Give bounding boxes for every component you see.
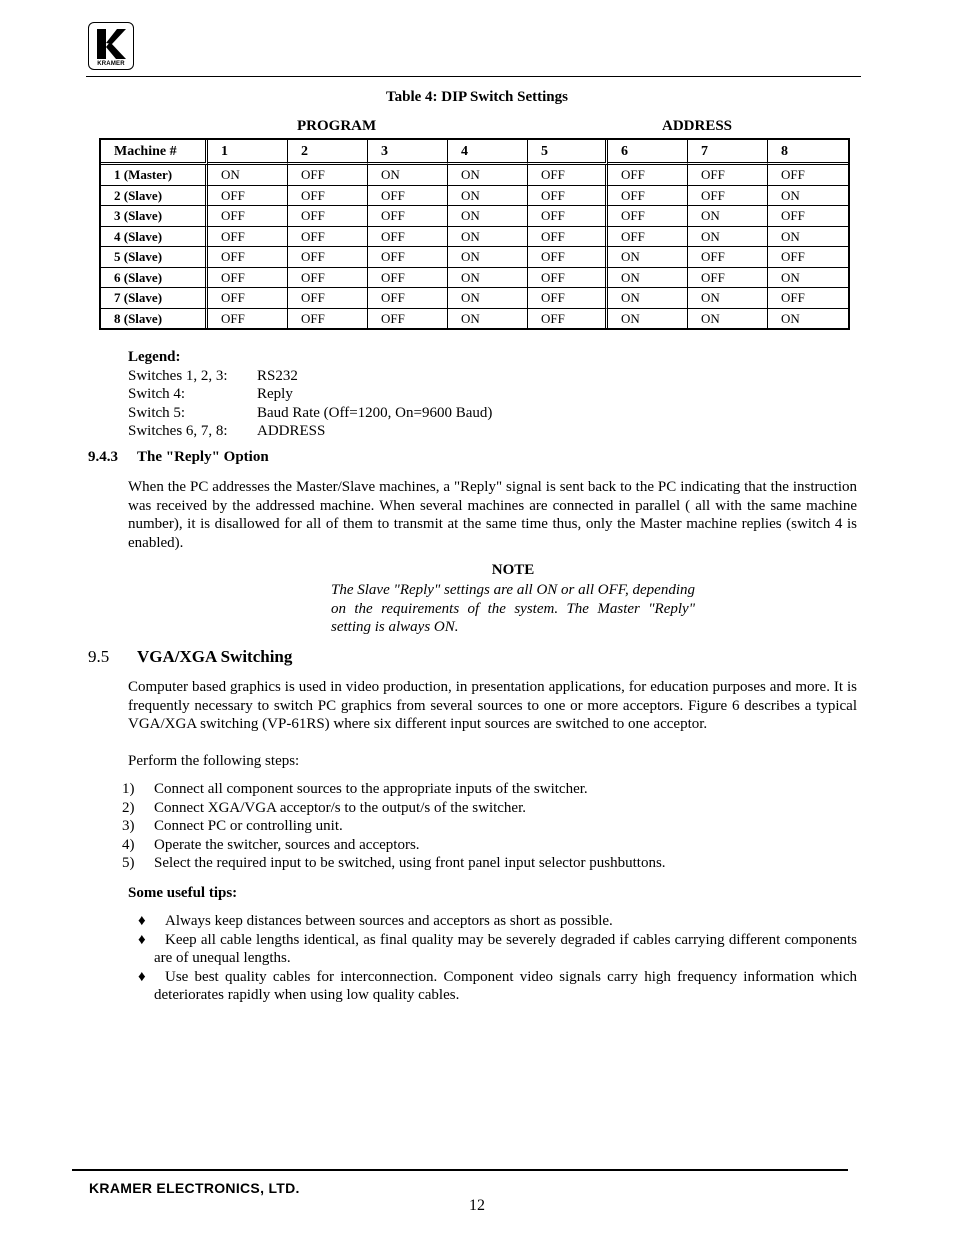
note-body: The Slave "Reply" settings are all ON or all OFF, depending on the requirements of the system. The Master "Reply" setting is always ON. xyxy=(331,582,695,635)
switch-cell: ON xyxy=(608,247,688,268)
vga-xga-paragraph: Computer based graphics is used in video production, in presentation applications, for education purposes and more. It is frequently necessary to switch PC graphics from several sources to one or more acceptors. Figure 6 describes a typical VGA/XGA switching (VP-61RS) where six different input sources are switched to one acceptor. xyxy=(128,679,857,732)
table-row xyxy=(101,309,848,329)
section-number: 9.5 xyxy=(88,647,110,666)
machine-cell: 6 (Slave) xyxy=(101,268,208,289)
switch-cell: OFF xyxy=(688,268,768,289)
step-text: Connect XGA/VGA acceptor/s to the output/s of the switcher. xyxy=(154,799,527,816)
switch-cell: OFF xyxy=(528,247,608,268)
switch-cell: ON xyxy=(768,186,848,207)
tip-text: Always keep distances between sources and acceptors as short as possible. xyxy=(165,913,613,929)
switch-cell: OFF xyxy=(368,247,448,268)
switch-cell: ON xyxy=(768,227,848,248)
switch-cell: ON xyxy=(448,186,528,207)
switch-cell: OFF xyxy=(208,288,288,309)
switch-cell: OFF xyxy=(208,309,288,329)
diamond-bullet-icon: ♦ xyxy=(138,968,146,985)
column-header: 1 xyxy=(208,140,288,165)
tips-heading: Some useful tips: xyxy=(128,885,238,901)
legend-key: Switches 1, 2, 3: xyxy=(128,367,228,384)
kramer-logo xyxy=(88,22,134,70)
switch-cell: OFF xyxy=(768,206,848,227)
switch-cell: OFF xyxy=(208,268,288,289)
machine-cell: 8 (Slave) xyxy=(101,309,208,329)
legend-item xyxy=(128,385,492,404)
note-title: NOTE xyxy=(491,562,535,578)
switch-cell: OFF xyxy=(288,247,368,268)
switch-cell: ON xyxy=(448,309,528,329)
switch-cell: OFF xyxy=(368,186,448,207)
tips-list xyxy=(138,912,857,1005)
switch-cell: OFF xyxy=(528,186,608,207)
column-header: Machine # xyxy=(101,140,208,165)
switch-cell: ON xyxy=(448,165,528,186)
switch-cell: ON xyxy=(448,288,528,309)
legend-value: Baud Rate (Off=1200, On=9600 Baud) xyxy=(257,404,493,421)
step-text: Connect PC or controlling unit. xyxy=(154,818,343,834)
reply-option-paragraph: When the PC addresses the Master/Slave machines, a "Reply" signal is sent back to the PC indicating that the instruction was received by the addressed machine. When several machines are connected in parallel ( all with the same machine number), it is disallowed for all of them to transmit at the same time thus, only the Master machine replies (switch 4 is enabled). xyxy=(128,479,857,551)
machine-cell: 2 (Slave) xyxy=(101,186,208,207)
switch-cell: OFF xyxy=(288,309,368,329)
machine-cell: 4 (Slave) xyxy=(101,227,208,248)
column-header: 3 xyxy=(368,140,448,165)
step-number: 5) xyxy=(122,855,135,871)
list-item xyxy=(138,968,857,1005)
list-item xyxy=(122,854,862,873)
section-95-heading xyxy=(88,647,292,667)
legend-heading: Legend: xyxy=(128,349,181,365)
column-header: 6 xyxy=(608,140,688,165)
switch-cell: OFF xyxy=(528,288,608,309)
table-row xyxy=(101,227,848,248)
switch-cell: OFF xyxy=(528,206,608,227)
switch-cell: ON xyxy=(781,310,800,326)
switch-cell: OFF xyxy=(768,165,848,186)
switch-cell: ON xyxy=(368,165,448,186)
switch-cell: OFF xyxy=(288,288,368,309)
legend-item xyxy=(128,367,492,386)
section-title: VGA/XGA Switching xyxy=(137,647,293,666)
switch-cell: OFF xyxy=(688,186,768,207)
steps-intro: Perform the following steps: xyxy=(128,753,300,769)
switch-cell: OFF xyxy=(368,268,448,289)
list-item xyxy=(122,799,862,818)
legend-key: Switch 5: xyxy=(128,404,186,421)
tip-text: Keep all cable lengths identical, as final quality may be severely degraded if cables carrying different components are of unequal lengths. xyxy=(154,931,857,966)
diamond-bullet-icon: ♦ xyxy=(138,931,146,948)
switch-cell: OFF xyxy=(608,186,688,207)
switch-cell: OFF xyxy=(528,309,608,329)
switch-cell: OFF xyxy=(368,206,448,227)
program-label: PROGRAM xyxy=(297,118,377,134)
switch-cell: ON xyxy=(608,268,688,289)
switch-cell: OFF xyxy=(288,186,368,207)
switch-cell: OFF xyxy=(528,165,608,186)
switch-cell: OFF xyxy=(208,206,288,227)
switch-cell: OFF xyxy=(528,268,608,289)
legend xyxy=(128,348,492,441)
list-item xyxy=(122,817,862,836)
section-title: The "Reply" Option xyxy=(137,449,269,465)
switch-cell: OFF xyxy=(208,227,288,248)
legend-key: Switch 4: xyxy=(128,386,186,402)
switch-cell: ON xyxy=(448,227,528,248)
switch-cell: OFF xyxy=(368,227,448,248)
step-number: 1) xyxy=(122,781,135,797)
switch-cell: OFF xyxy=(768,288,848,309)
step-number: 4) xyxy=(122,836,135,853)
legend-value: ADDRESS xyxy=(257,423,326,439)
machine-cell: 1 (Master) xyxy=(101,165,208,186)
switch-cell: OFF xyxy=(288,268,368,289)
column-header: 2 xyxy=(288,140,368,165)
legend-value: RS232 xyxy=(257,367,298,384)
step-number: 2) xyxy=(122,799,135,816)
list-item xyxy=(138,931,857,968)
legend-value: Reply xyxy=(257,386,293,402)
tip-text: Use best quality cables for interconnection. Component video signals carry high frequency information which deteriorates rapidly when using low quality cables. xyxy=(154,968,857,1003)
diamond-bullet-icon: ♦ xyxy=(138,913,146,929)
switch-cell: ON xyxy=(768,268,848,289)
step-text: Connect all component sources to the appropriate inputs of the switcher. xyxy=(154,781,588,797)
switch-cell: ON xyxy=(448,268,528,289)
step-text: Operate the switcher, sources and acceptors. xyxy=(154,836,420,853)
switch-cell: ON xyxy=(208,165,288,186)
machine-cell: 5 (Slave) xyxy=(101,247,208,268)
section-number: 9.4.3 xyxy=(88,449,118,465)
table-row xyxy=(101,247,848,268)
table-row xyxy=(101,186,848,207)
switch-cell: OFF xyxy=(208,247,288,268)
column-header: 4 xyxy=(448,140,528,165)
switch-cell: OFF xyxy=(688,247,768,268)
switch-cell: OFF xyxy=(288,227,368,248)
address-label: ADDRESS xyxy=(662,118,733,134)
switch-cell: OFF xyxy=(608,227,688,248)
steps-list xyxy=(122,780,862,873)
switch-cell: ON xyxy=(688,309,768,329)
column-header: 5 xyxy=(528,140,608,165)
switch-cell: OFF xyxy=(288,206,368,227)
page-number: 12 xyxy=(469,1197,485,1214)
table-row xyxy=(101,165,848,186)
switch-cell: OFF xyxy=(528,227,608,248)
list-item xyxy=(138,912,857,931)
table-title: Table 4: DIP Switch Settings xyxy=(386,89,568,105)
machine-cell: 7 (Slave) xyxy=(101,288,208,309)
header-rule xyxy=(86,76,861,77)
step-number: 3) xyxy=(122,818,135,834)
switch-cell: OFF xyxy=(608,165,688,186)
legend-key: Switches 6, 7, 8: xyxy=(128,423,228,439)
table-row xyxy=(101,206,848,227)
table-header-row xyxy=(101,140,848,165)
legend-item xyxy=(128,404,492,423)
legend-item xyxy=(128,422,492,441)
switch-cell: ON xyxy=(688,288,768,309)
switch-cell: OFF xyxy=(288,165,368,186)
column-header: 7 xyxy=(688,140,768,165)
footer-company: KRAMER ELECTRONICS, LTD. xyxy=(89,1180,300,1196)
switch-cell: ON xyxy=(608,288,688,309)
list-item xyxy=(122,780,862,799)
dip-switch-table xyxy=(99,138,850,330)
footer-rule xyxy=(72,1169,848,1171)
switch-cell: ON xyxy=(688,227,768,248)
switch-cell: OFF xyxy=(208,186,288,207)
switch-cell: OFF xyxy=(688,165,768,186)
switch-cell: OFF xyxy=(368,288,448,309)
table-row xyxy=(101,288,848,309)
section-943-heading xyxy=(88,449,269,466)
switch-cell: ON xyxy=(448,247,528,268)
switch-cell: OFF xyxy=(368,309,448,329)
logo-brand-text: KRAMER xyxy=(97,61,125,67)
switch-cell: ON xyxy=(448,206,528,227)
column-header: 8 xyxy=(768,140,848,165)
switch-cell: OFF xyxy=(608,206,688,227)
switch-cell: ON xyxy=(688,206,768,227)
list-item xyxy=(122,836,862,855)
step-text: Select the required input to be switched, using front panel input selector pushbuttons. xyxy=(154,855,666,871)
switch-cell: OFF xyxy=(768,247,848,268)
switch-cell: ON xyxy=(608,309,688,329)
table-row xyxy=(101,268,848,289)
machine-cell: 3 (Slave) xyxy=(101,206,208,227)
